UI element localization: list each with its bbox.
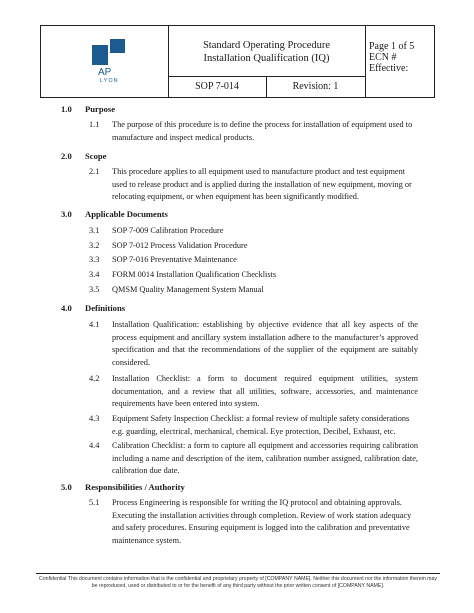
item-number: 3.3 (89, 255, 100, 264)
item-text: Process Engineering is responsible for writing the IQ protocol and obtaining approvals. Executing the installation activities through completion. Review of work station adequacy and safety procedures. Ensuring equipment is logged into the calibration and preventative maintenance system. (112, 498, 412, 545)
company-logo (92, 39, 128, 83)
item-text: SOP 7-016 Preventative Maintenance (112, 255, 237, 264)
section-number: 3.0 (61, 209, 72, 219)
item-text: FORM 0014 Installation Qualification Checklists (112, 270, 277, 279)
section-number: 2.0 (61, 151, 72, 161)
logo-sub: LYON (100, 78, 119, 83)
page-number: Page 1 of 5 (369, 41, 415, 52)
section-title: Applicable Documents (85, 209, 168, 219)
title-cell (168, 26, 366, 97)
section-title: Responsibilities / Authority (85, 482, 185, 492)
item-number: 4.3 (89, 414, 100, 423)
effective-date: Effective: (369, 63, 409, 74)
item-number: 4.2 (89, 374, 100, 383)
section-title: Definitions (85, 303, 126, 313)
section-number: 4.0 (61, 303, 72, 313)
item-text: This procedure applies to all equipment used to manufacture product and test equipment used to release product and is applied during the installation of new equipment, moving or relocating equipment, or when equipment has been significantly modified. (112, 167, 412, 202)
item-number: 2.1 (89, 167, 100, 176)
item-number: 4.1 (89, 320, 100, 329)
item-number: 3.4 (89, 270, 100, 279)
section-number: 5.0 (61, 482, 72, 492)
item-text: The purpose of this procedure is to define the process for installation of equipment used to manufacture and inspect medical products. (112, 120, 413, 142)
document-header (40, 25, 435, 98)
item-number: 3.2 (89, 241, 100, 250)
doc-title-line1: Standard Operating Procedure (202, 40, 331, 51)
item-text: Installation Qualification: establishing by objective evidence that all key aspects of the process equipment and ancillary system installation adhere to the manufacturer’s approved specification and that the recommendations of the supplier of the equipment are suitably considered. (112, 320, 418, 367)
item-number: 5.1 (89, 498, 100, 507)
sop-number: SOP 7-014 (168, 76, 267, 97)
doc-title-line2: Installation Qualification (IQ) (203, 53, 330, 64)
item-text: Equipment Safety Inspection Checklist: a formal review of multiple safety considerations e.g. guarding, electrical, mechanical, chemical. Eye protection, Decibel, Exhaust, etc. (112, 414, 410, 436)
logo-cell (41, 26, 169, 97)
item-number: 3.1 (89, 226, 100, 235)
item-text: Installation Checklist: a form to document required equipment utilities, system documentation, and a review that all utilities, software, accessories, and maintenance requirements have been entered into system. (112, 374, 418, 409)
section-number: 1.0 (61, 104, 72, 114)
item-text: Calibration Checklist: a form to capture all equipment and accessories requiring calibration including a name and description of the item, calibration number assigned, calibration date, calibration due date. (112, 441, 418, 476)
page-info-cell (365, 26, 434, 97)
item-text: SOP 7-009 Calibration Procedure (112, 226, 224, 235)
confidentiality-footer: Confidential This document contains information that is the confidential and proprietary property of [COMPANY NAME]. Neither this document nor the information therein may be reproduced, used or distributed to or for the benefit of any third party without the prior written consent of [COMPANY NAME]. (36, 573, 440, 590)
section-title: Scope (85, 151, 107, 161)
ecn-number: ECN # (369, 52, 397, 63)
section-title: Purpose (85, 104, 116, 114)
item-number: 4.4 (89, 441, 100, 450)
item-text: QMSM Quality Management System Manual (112, 285, 264, 294)
logo-mark: AP (98, 67, 112, 78)
item-number: 1.1 (89, 120, 100, 129)
item-text: SOP 7-012 Process Validation Procedure (112, 241, 248, 250)
revision: Revision: 1 (292, 81, 339, 92)
item-number: 3.5 (89, 285, 100, 294)
